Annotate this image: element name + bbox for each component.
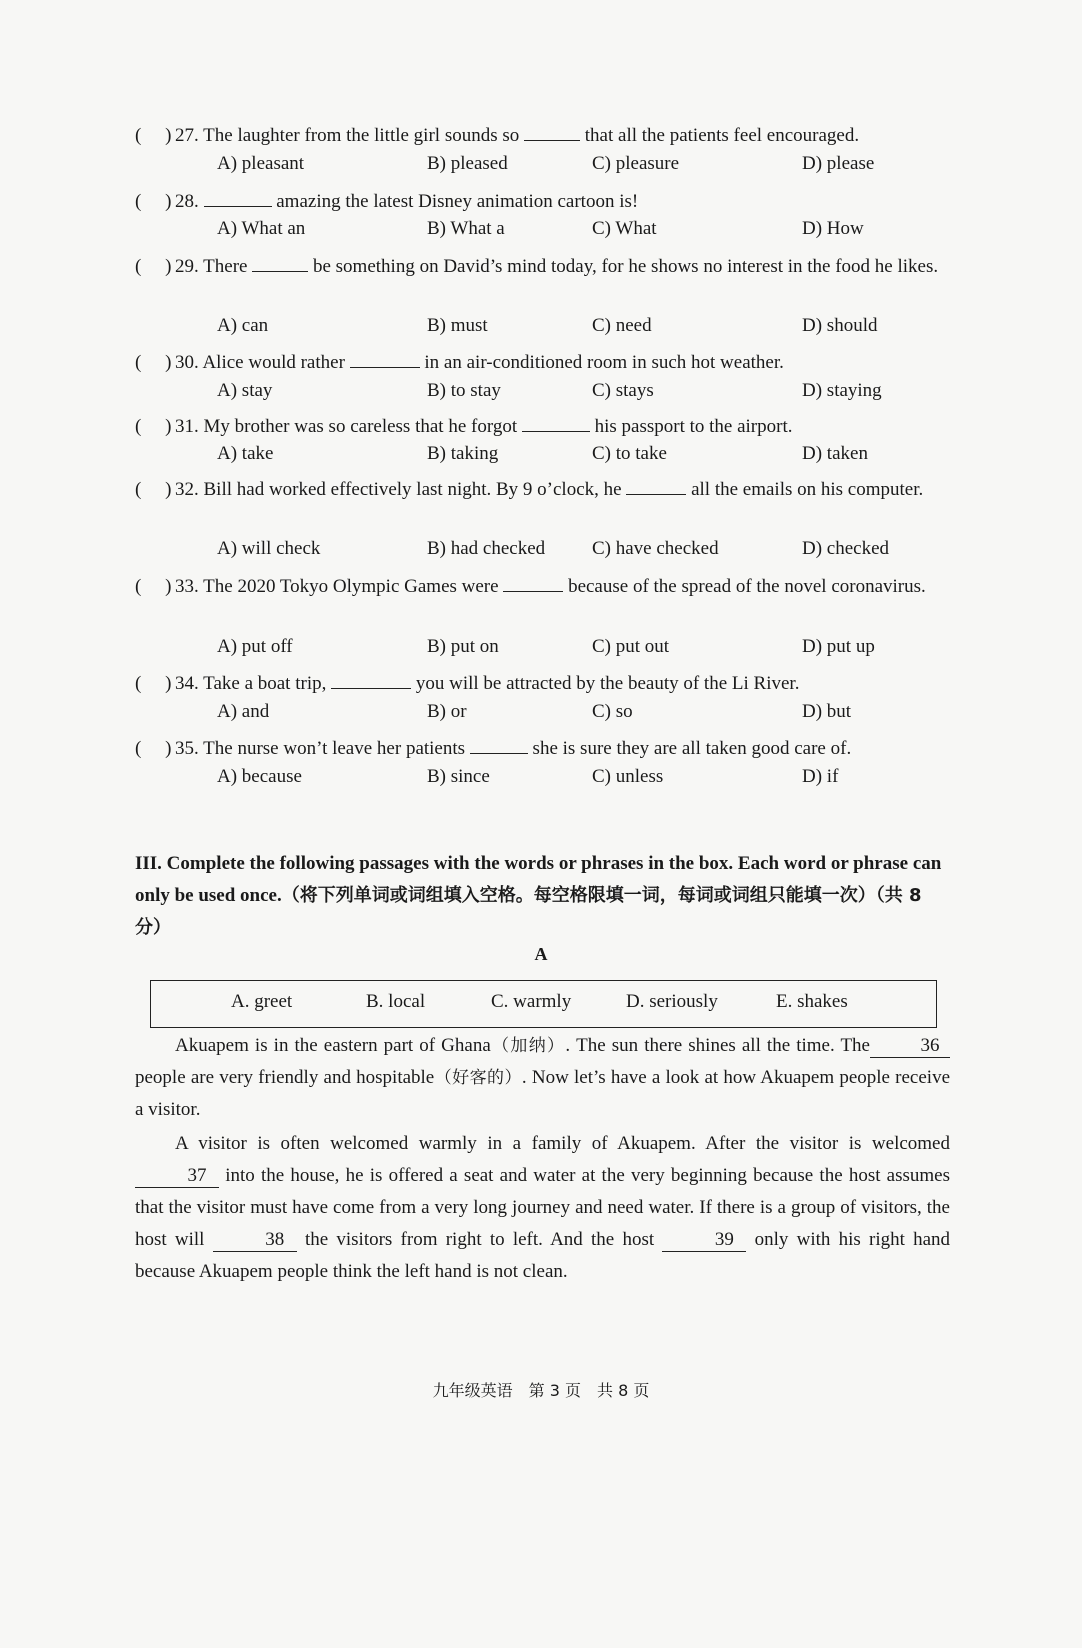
option-d: D) checked <box>802 538 890 559</box>
options-35 <box>217 766 1082 798</box>
answer-blank <box>252 253 308 272</box>
question-32 <box>135 474 950 538</box>
option-b: B) taking <box>427 443 499 464</box>
answer-blank <box>350 349 420 368</box>
word-option: B. local <box>366 991 426 1012</box>
part-title: A <box>534 944 548 964</box>
word-option: C. warmly <box>491 991 572 1012</box>
question-stem: 28. amazing the latest Disney animation cartoon is! <box>175 186 950 218</box>
option-b: B) put on <box>427 636 499 657</box>
passage-paragraph-1: Akuapem is in the eastern part of Ghana（加纳）. The sun there shines all the time. The 36 people are very friendly and hospitable（好客的）. Now let’s have a look at how Akuapem people receive a visitor. <box>135 1035 951 1120</box>
page-footer: 九年级英语 第 3 页 共 8 页 <box>432 1381 650 1400</box>
option-b: B) must <box>427 315 488 336</box>
option-c: C) to take <box>592 443 667 464</box>
options-29 <box>217 315 1082 347</box>
word-box <box>150 980 937 1028</box>
option-c: C) unless <box>592 766 664 787</box>
blank-38: 38 <box>213 1229 297 1252</box>
answer-blank <box>626 476 686 495</box>
word-option: D. seriously <box>626 991 718 1012</box>
option-c: C) pleasure <box>592 153 680 174</box>
option-d: D) taken <box>802 443 868 464</box>
answer-blank <box>524 122 580 141</box>
option-c: C) so <box>592 701 633 722</box>
option-b: B) since <box>427 766 490 787</box>
question-stem: 33. The 2020 Tokyo Olympic Games were because of the spread of the novel coronavirus. <box>175 571 950 603</box>
option-b: B) had checked <box>427 538 546 559</box>
answer-blank <box>204 188 272 207</box>
question-33 <box>135 571 950 635</box>
option-c: C) need <box>592 315 652 336</box>
question-stem: 34. Take a boat trip, you will be attracted by the beauty of the Li River. <box>175 668 950 700</box>
option-c: C) What <box>592 218 657 239</box>
answer-bracket: ( ) <box>135 191 172 212</box>
options-31 <box>217 443 1082 475</box>
answer-bracket: ( ) <box>135 125 172 146</box>
options-33 <box>217 636 1082 668</box>
answer-bracket: ( ) <box>135 673 172 694</box>
answer-bracket: ( ) <box>135 479 172 500</box>
question-stem: 35. The nurse won’t leave her patients she is sure they are all taken good care of. <box>175 733 950 765</box>
option-a: A) and <box>217 701 270 722</box>
word-option: E. shakes <box>776 991 848 1012</box>
question-stem: 29. There be something on David’s mind today, for he shows no interest in the food he likes. <box>175 251 950 283</box>
option-d: D) but <box>802 701 852 722</box>
option-a: A) stay <box>217 380 273 401</box>
options-30 <box>217 380 1082 412</box>
option-a: A) will check <box>217 538 321 559</box>
section-heading-en: III. Complete the following passages with the words or phrases in the box. Each word or phrase can only be used once. <box>135 853 942 906</box>
option-c: C) put out <box>592 636 670 657</box>
question-29 <box>135 251 950 315</box>
answer-bracket: ( ) <box>135 256 172 277</box>
question-stem: 30. Alice would rather in an air-conditioned room in such hot weather. <box>175 347 950 379</box>
blank-37: 37 <box>135 1165 219 1188</box>
section-heading <box>135 848 950 944</box>
options-27 <box>217 153 1082 185</box>
option-b: B) What a <box>427 218 505 239</box>
answer-bracket: ( ) <box>135 352 172 373</box>
answer-blank <box>522 413 590 432</box>
option-d: D) staying <box>802 380 882 401</box>
option-d: D) please <box>802 153 875 174</box>
answer-bracket: ( ) <box>135 738 172 759</box>
blank-36: 36 <box>870 1035 950 1058</box>
passage-paragraph-2: A visitor is often welcomed warmly in a family of Akuapem. After the visitor is welcomed 37 into the house, he is offered a seat and water at the very beginning because the host assumes that the visitor must have come from a very long journey and need water. If there is a group of visitors, the host will 38 the visitors from right to left. And the host 39 only with his right hand because Akuapem people think the left hand is not clean. <box>135 1133 951 1282</box>
option-d: D) put up <box>802 636 875 657</box>
options-34 <box>217 701 1082 733</box>
option-b: B) to stay <box>427 380 501 401</box>
answer-bracket: ( ) <box>135 576 172 597</box>
question-stem: 31. My brother was so careless that he forgot his passport to the airport. <box>175 411 950 443</box>
option-a: A) take <box>217 443 274 464</box>
option-a: A) can <box>217 315 269 336</box>
section-heading-zh: （将下列单词或词组填入空格。每空格限填一词，每词或词组只能填一次）（共 8 分） <box>135 885 922 938</box>
question-stem: 27. The laughter from the little girl sounds so that all the patients feel encouraged. <box>175 120 950 152</box>
option-c: C) have checked <box>592 538 719 559</box>
option-a: A) put off <box>217 636 293 657</box>
option-b: B) pleased <box>427 153 508 174</box>
answer-blank <box>331 670 411 689</box>
options-32 <box>217 538 1082 570</box>
option-d: D) if <box>802 766 839 787</box>
options-28 <box>217 218 1082 250</box>
blank-39: 39 <box>662 1229 746 1252</box>
option-b: B) or <box>427 701 467 722</box>
question-stem: 32. Bill had worked effectively last night. By 9 o’clock, he all the emails on his computer. <box>175 474 950 506</box>
option-d: D) should <box>802 315 878 336</box>
answer-blank <box>503 573 563 592</box>
option-a: A) What an <box>217 218 306 239</box>
option-c: C) stays <box>592 380 654 401</box>
option-a: A) because <box>217 766 302 787</box>
word-option: A. greet <box>231 991 293 1012</box>
option-d: D) How <box>802 218 864 239</box>
answer-blank <box>470 735 528 754</box>
answer-bracket: ( ) <box>135 416 172 437</box>
option-a: A) pleasant <box>217 153 305 174</box>
